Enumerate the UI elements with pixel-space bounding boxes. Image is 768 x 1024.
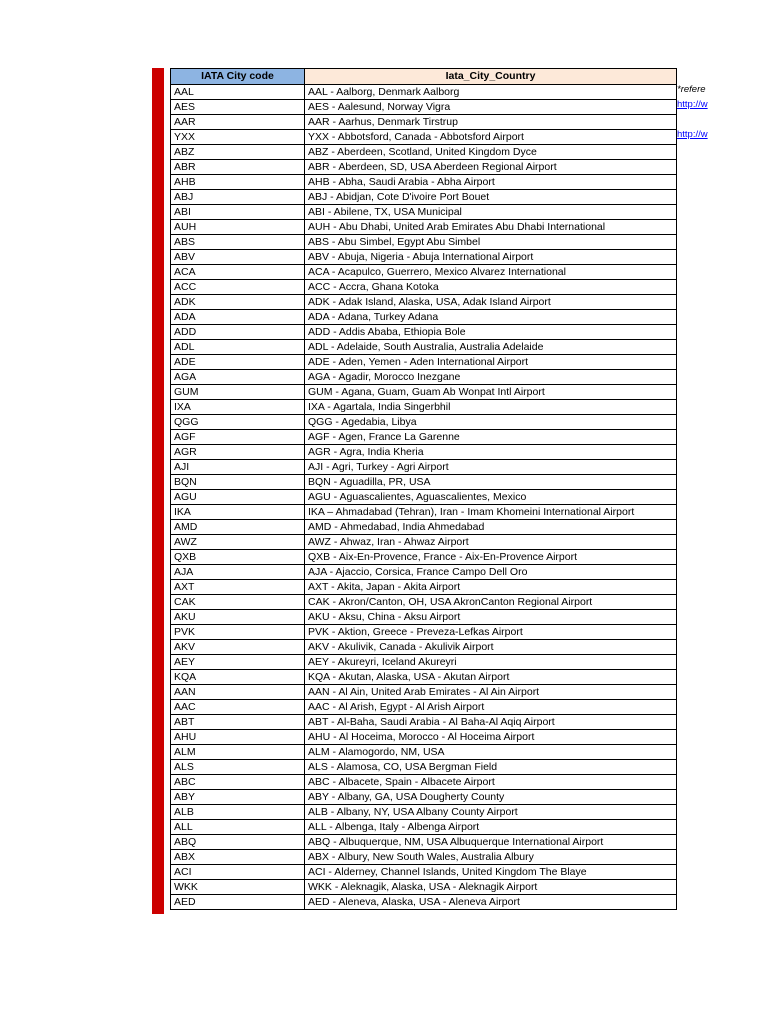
city-country-cell[interactable]: ADL - Adelaide, South Australia, Australia Adelaide [305,340,677,355]
iata-code-cell[interactable]: QGG [171,415,305,430]
city-country-cell[interactable]: ADE - Aden, Yemen - Aden International Airport [305,355,677,370]
iata-code-cell[interactable]: ALB [171,805,305,820]
table-row [171,145,677,160]
table-row [171,760,677,775]
city-country-cell[interactable]: ALM - Alamogordo, NM, USA [305,745,677,760]
city-country-cell[interactable]: AED - Aleneva, Alaska, USA - Aleneva Airport [305,895,677,910]
iata-city-table [170,68,677,910]
city-country-cell[interactable]: ADA - Adana, Turkey Adana [305,310,677,325]
city-country-cell[interactable]: ABZ - Aberdeen, Scotland, United Kingdom Dyce [305,145,677,160]
iata-code-cell[interactable]: IKA [171,505,305,520]
city-country-cell[interactable]: ABV - Abuja, Nigeria - Abuja International Airport [305,250,677,265]
table-row [171,535,677,550]
table-row [171,835,677,850]
iata-code-cell[interactable]: ABC [171,775,305,790]
iata-code-cell[interactable]: AXT [171,580,305,595]
iata-code-cell[interactable]: AES [171,100,305,115]
table-row [171,445,677,460]
city-country-cell[interactable]: AAC - Al Arish, Egypt - Al Arish Airport [305,700,677,715]
city-country-cell[interactable]: ABT - Al-Baha, Saudi Arabia - Al Baha-Al Aqiq Airport [305,715,677,730]
city-country-cell[interactable]: AKV - Akulivik, Canada - Akulivik Airport [305,640,677,655]
table-row [171,490,677,505]
city-country-cell[interactable]: PVK - Aktion, Greece - Preveza-Lefkas Airport [305,625,677,640]
city-country-cell[interactable]: AUH - Abu Dhabi, United Arab Emirates Abu Dhabi International [305,220,677,235]
table-row [171,595,677,610]
table-row [171,685,677,700]
city-country-cell[interactable]: ALB - Albany, NY, USA Albany County Airport [305,805,677,820]
reference-link-1[interactable]: http://w [677,99,708,110]
iata-code-cell[interactable]: ADL [171,340,305,355]
iata-code-cell[interactable]: IXA [171,400,305,415]
iata-code-cell[interactable]: ADE [171,355,305,370]
city-country-cell[interactable]: QGG - Agedabia, Libya [305,415,677,430]
city-country-cell[interactable]: IXA - Agartala, India Singerbhil [305,400,677,415]
city-country-cell[interactable]: AAR - Aarhus, Denmark Tirstrup [305,115,677,130]
table-row [171,820,677,835]
iata-code-cell[interactable]: AEY [171,655,305,670]
iata-code-cell[interactable]: ADD [171,325,305,340]
city-country-cell[interactable]: AHB - Abha, Saudi Arabia - Abha Airport [305,175,677,190]
table-row [171,550,677,565]
table-row [171,610,677,625]
table-row [171,475,677,490]
city-country-cell[interactable]: AJI - Agri, Turkey - Agri Airport [305,460,677,475]
city-country-cell[interactable]: AAL - Aalborg, Denmark Aalborg [305,85,677,100]
table-row [171,895,677,910]
city-country-cell[interactable]: BQN - Aguadilla, PR, USA [305,475,677,490]
iata-code-cell[interactable]: AMD [171,520,305,535]
iata-code-cell[interactable]: QXB [171,550,305,565]
table-row [171,730,677,745]
table-row [171,415,677,430]
row-marker-bar [152,68,164,914]
iata-code-cell[interactable]: ABV [171,250,305,265]
city-country-cell[interactable]: AKU - Aksu, China - Aksu Airport [305,610,677,625]
iata-code-cell[interactable]: YXX [171,130,305,145]
table-row [171,220,677,235]
table-row [171,400,677,415]
city-country-cell[interactable]: GUM - Agana, Guam, Guam Ab Wonpat Intl Airport [305,385,677,400]
iata-code-cell[interactable]: ADA [171,310,305,325]
iata-code-cell[interactable]: KQA [171,670,305,685]
city-country-cell[interactable]: ABI - Abilene, TX, USA Municipal [305,205,677,220]
iata-code-cell[interactable]: ABZ [171,145,305,160]
iata-code-cell[interactable]: AKV [171,640,305,655]
iata-code-cell[interactable]: AKU [171,610,305,625]
table-row [171,325,677,340]
city-country-cell[interactable]: QXB - Aix-En-Provence, France - Aix-En-Provence Airport [305,550,677,565]
city-country-cell[interactable]: AEY - Akureyri, Iceland Akureyri [305,655,677,670]
city-country-cell[interactable]: ALS - Alamosa, CO, USA Bergman Field [305,760,677,775]
table-row [171,565,677,580]
city-country-cell[interactable]: ALL - Albenga, Italy - Albenga Airport [305,820,677,835]
table-row [171,850,677,865]
table-row [171,115,677,130]
city-country-cell[interactable]: IKA – Ahmadabad (Tehran), Iran - Imam Khomeini International Airport [305,505,677,520]
table-row [171,355,677,370]
iata-code-cell[interactable]: ACI [171,865,305,880]
iata-code-cell[interactable]: ABX [171,850,305,865]
city-country-cell[interactable]: AGA - Agadir, Morocco Inezgane [305,370,677,385]
iata-code-cell[interactable]: AGA [171,370,305,385]
city-country-cell[interactable]: ACI - Alderney, Channel Islands, United Kingdom The Blaye [305,865,677,880]
iata-code-cell[interactable]: CAK [171,595,305,610]
city-country-cell[interactable]: AES - Aalesund, Norway Vigra [305,100,677,115]
iata-code-cell[interactable]: AHU [171,730,305,745]
city-country-cell[interactable]: ABY - Albany, GA, USA Dougherty County [305,790,677,805]
iata-code-cell[interactable]: ALS [171,760,305,775]
iata-code-cell[interactable]: PVK [171,625,305,640]
table-row [171,190,677,205]
table-row [171,745,677,760]
table-row [171,460,677,475]
table-row [171,310,677,325]
iata-code-cell[interactable]: ALL [171,820,305,835]
city-country-cell[interactable]: AWZ - Ahwaz, Iran - Ahwaz Airport [305,535,677,550]
city-country-cell[interactable]: YXX - Abbotsford, Canada - Abbotsford Airport [305,130,677,145]
table-row [171,655,677,670]
iata-code-cell[interactable]: AAC [171,700,305,715]
iata-code-cell[interactable]: AAN [171,685,305,700]
iata-code-cell[interactable]: ABY [171,790,305,805]
iata-code-cell[interactable]: AUH [171,220,305,235]
city-country-cell[interactable]: ADD - Addis Ababa, Ethiopia Bole [305,325,677,340]
iata-code-cell[interactable]: AAL [171,85,305,100]
city-country-cell[interactable]: AGR - Agra, India Kheria [305,445,677,460]
table-row [171,580,677,595]
city-country-cell[interactable]: AXT - Akita, Japan - Akita Airport [305,580,677,595]
table-row [171,790,677,805]
iata-code-cell[interactable]: ABR [171,160,305,175]
table-row [171,805,677,820]
table-row [171,85,677,100]
table-row [171,235,677,250]
city-country-cell[interactable]: ABQ - Albuquerque, NM, USA Albuquerque International Airport [305,835,677,850]
iata-code-cell[interactable]: ACA [171,265,305,280]
city-country-cell[interactable]: ABS - Abu Simbel, Egypt Abu Simbel [305,235,677,250]
table-row [171,625,677,640]
iata-code-cell[interactable]: ALM [171,745,305,760]
iata-code-cell[interactable]: AJA [171,565,305,580]
table-row [171,700,677,715]
city-country-cell[interactable]: AHU - Al Hoceima, Morocco - Al Hoceima Airport [305,730,677,745]
table-row [171,865,677,880]
iata-code-cell[interactable]: AGU [171,490,305,505]
iata-code-cell[interactable]: GUM [171,385,305,400]
city-country-cell[interactable]: AGF - Agen, France La Garenne [305,430,677,445]
table-row [171,100,677,115]
table-row [171,430,677,445]
city-country-cell[interactable]: AJA - Ajaccio, Corsica, France Campo Dell Oro [305,565,677,580]
city-country-cell[interactable]: ACA - Acapulco, Guerrero, Mexico Alvarez International [305,265,677,280]
header-iata-city-country: Iata_City_Country [305,69,677,85]
iata-code-cell[interactable]: ABS [171,235,305,250]
table-row [171,505,677,520]
reference-link-2[interactable]: http://w [677,129,708,140]
table-header-row [171,69,677,85]
table-row [171,520,677,535]
city-country-cell[interactable]: ACC - Accra, Ghana Kotoka [305,280,677,295]
city-country-cell[interactable]: ADK - Adak Island, Alaska, USA, Adak Island Airport [305,295,677,310]
iata-code-cell[interactable]: ABJ [171,190,305,205]
city-country-cell[interactable]: ABR - Aberdeen, SD, USA Aberdeen Regional Airport [305,160,677,175]
city-country-cell[interactable]: ABC - Albacete, Spain - Albacete Airport [305,775,677,790]
table-row [171,175,677,190]
table-row [171,265,677,280]
iata-code-cell[interactable]: ADK [171,295,305,310]
city-country-cell[interactable]: AAN - Al Ain, United Arab Emirates - Al Ain Airport [305,685,677,700]
table-row [171,160,677,175]
header-iata-city-code: IATA City code [171,69,305,85]
table-row [171,640,677,655]
table-row [171,880,677,895]
city-country-cell[interactable]: ABX - Albury, New South Wales, Australia Albury [305,850,677,865]
iata-code-cell[interactable]: AGF [171,430,305,445]
city-country-cell[interactable]: AGU - Aguascalientes, Aguascalientes, Mexico [305,490,677,505]
iata-code-cell[interactable]: AWZ [171,535,305,550]
table-row [171,205,677,220]
table-row [171,295,677,310]
iata-code-cell[interactable]: AGR [171,445,305,460]
table-row [171,130,677,145]
iata-code-cell[interactable]: ABQ [171,835,305,850]
city-country-cell[interactable]: CAK - Akron/Canton, OH, USA AkronCanton Regional Airport [305,595,677,610]
iata-code-cell[interactable]: AHB [171,175,305,190]
city-country-cell[interactable]: AMD - Ahmedabad, India Ahmedabad [305,520,677,535]
table-row [171,670,677,685]
table-row [171,715,677,730]
table-row [171,280,677,295]
reference-note: *refere [677,84,706,95]
iata-code-cell[interactable]: BQN [171,475,305,490]
table-row [171,385,677,400]
iata-code-cell[interactable]: AED [171,895,305,910]
city-country-cell[interactable]: KQA - Akutan, Alaska, USA - Akutan Airport [305,670,677,685]
table-row [171,775,677,790]
table-row [171,340,677,355]
iata-code-cell[interactable]: ABI [171,205,305,220]
city-country-cell[interactable]: ABJ - Abidjan, Cote D'ivoire Port Bouet [305,190,677,205]
iata-code-cell[interactable]: ACC [171,280,305,295]
city-country-cell[interactable]: WKK - Aleknagik, Alaska, USA - Aleknagik Airport [305,880,677,895]
iata-code-cell[interactable]: ABT [171,715,305,730]
iata-code-cell[interactable]: WKK [171,880,305,895]
table-row [171,370,677,385]
table-row [171,250,677,265]
iata-code-cell[interactable]: AAR [171,115,305,130]
iata-code-cell[interactable]: AJI [171,460,305,475]
